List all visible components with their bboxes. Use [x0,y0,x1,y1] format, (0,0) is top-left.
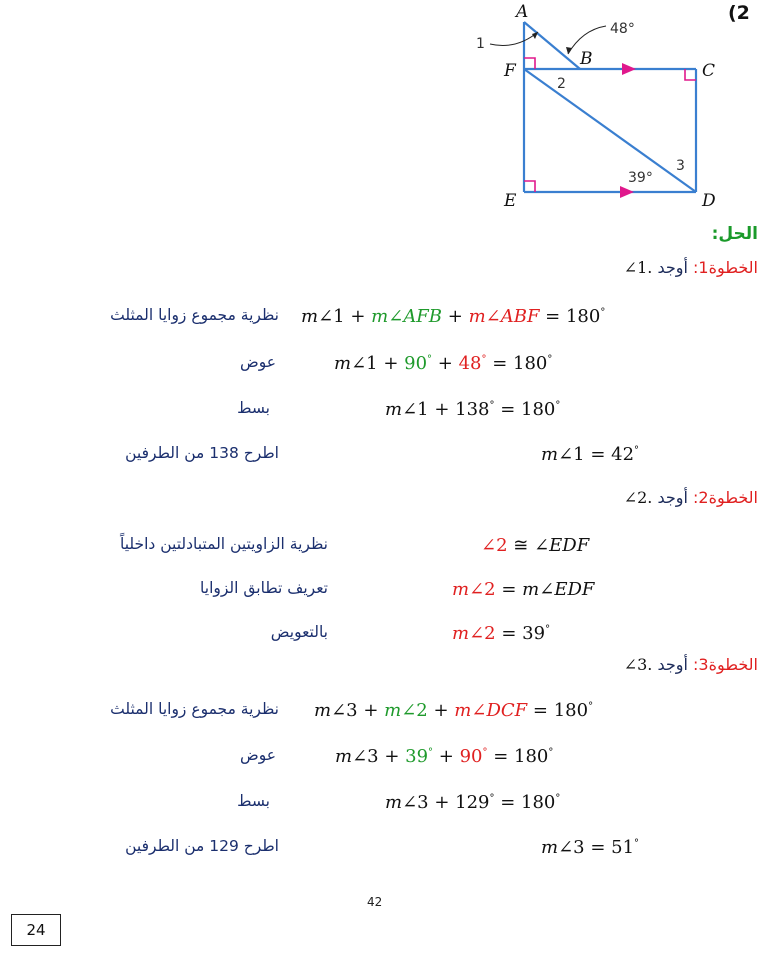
label-E: E [504,191,517,211]
eq-3-1: m∠3 + m∠2 + m∠DCF = 180° [314,700,594,721]
segment-AB [524,22,580,69]
eq-2-3: m∠2 = 39° [452,623,551,644]
eq-1-4: m∠1 = 42° [541,444,640,465]
eq-2-2: m∠2 = m∠EDF [452,579,595,600]
step-2-heading [624,488,758,507]
label-angle-3: 3 [676,158,685,174]
step-2-text: أوجد [652,488,693,507]
label-A: A [516,2,529,22]
reason-2-3: بالتعويض [270,623,328,641]
parallel-arrow-bottom [620,186,634,198]
reason-3-1: نظرية مجموع زوايا المثلث [110,700,279,718]
reason-1-2: عوض [240,353,276,371]
step-3-label: الخطوة3: [693,655,758,674]
step-1-label: الخطوة1: [693,258,758,277]
step-1-text: أوجد [652,258,693,277]
solution-label: الحل: [711,224,758,244]
eq-1-1: m∠1 + m∠AFB + m∠ABF = 180° [301,306,606,327]
geometry-figure [440,0,740,220]
problem-number: (2 [728,2,750,24]
label-angle-39: 39° [628,170,653,186]
label-C: C [702,61,716,81]
label-angle-1: 1 [476,36,485,52]
step-3-text: أوجد [652,655,693,674]
label-F: F [504,61,516,81]
page-number: 42 [367,895,383,909]
segment-FD [524,69,696,192]
right-angle-C [685,69,696,80]
reason-1-3: بسط [237,399,270,417]
page-box: 24 [11,914,61,946]
step-1-angle: ∠1. [623,258,653,277]
eq-3-4: m∠3 = 51° [541,837,640,858]
label-angle-48: 48° [610,21,635,37]
right-angle-marks [524,58,696,192]
eq-3-2: m∠3 + 39° + 90° = 180° [335,746,554,767]
step-2-angle: ∠2. [623,488,653,507]
eq-1-3: m∠1 + 138° = 180° [385,399,561,420]
label-angle-2: 2 [557,76,566,92]
figure-lines [524,22,696,192]
step-1-heading [624,258,758,277]
pointer-angle-1 [490,32,538,46]
reason-1-4: اطرح 138 من الطرفين [125,444,279,462]
step-3-heading [624,655,758,674]
reason-3-4: اطرح 129 من الطرفين [125,837,279,855]
label-D: D [702,191,716,211]
eq-2-1: ∠2 ≅ ∠EDF [481,535,590,556]
reason-2-1: نظرية الزاويتين المتبادلتين داخلياً [120,535,328,553]
label-B: B [580,49,593,69]
parallel-arrow-top [622,63,636,75]
right-angle-AFB [524,58,535,69]
reason-3-3: بسط [237,792,270,810]
step-3-angle: ∠3. [623,655,653,674]
eq-3-3: m∠3 + 129° = 180° [385,792,561,813]
reason-2-2: تعريف تطابق الزوايا [200,579,328,597]
reason-3-2: عوض [240,746,276,764]
right-angle-E [524,181,535,192]
eq-1-2: m∠1 + 90° + 48° = 180° [334,353,553,374]
pointer-head-1 [532,32,538,39]
step-2-label: الخطوة2: [693,488,758,507]
reason-1-1: نظرية مجموع زوايا المثلث [110,306,279,324]
